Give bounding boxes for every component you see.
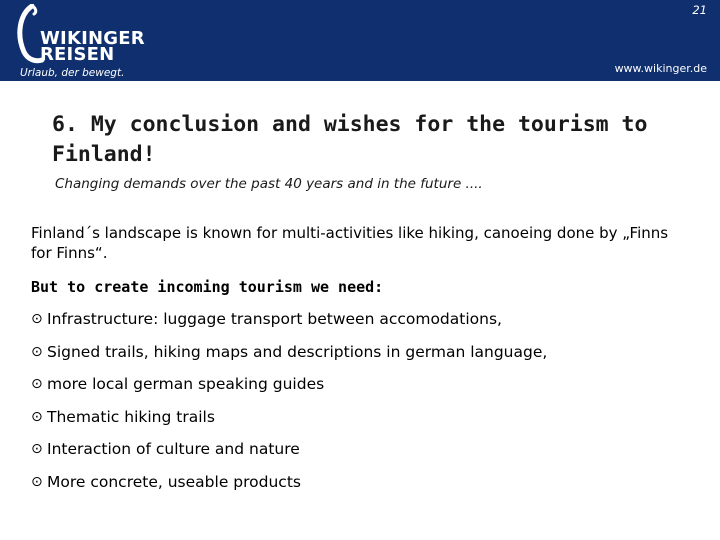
list-item — [31, 343, 547, 376]
bullet-text: Signed trails, hiking maps and descriptions in german language, — [47, 342, 548, 361]
slide-subtitle: Changing demands over the past 40 years and in the future .... — [55, 176, 483, 192]
bullet-icon: ⊙ — [31, 408, 43, 425]
bullet-text: Interaction of culture and nature — [47, 440, 300, 458]
bullet-text: More concrete, useable products — [47, 472, 301, 491]
page-number: 21 — [692, 3, 707, 17]
intro-paragraph: Finland´s landscape is known for multi-activities like hiking, canoeing done by „Finns for Finns“. — [31, 224, 669, 262]
tagline: Urlaub, der bewegt. — [20, 67, 125, 79]
bullet-list — [31, 310, 547, 505]
brand-line-2: REISEN — [40, 44, 115, 65]
bullet-text: Thematic hiking trails — [47, 407, 215, 426]
bullet-icon: ⊙ — [31, 311, 43, 327]
bullet-icon: ⊙ — [31, 441, 43, 457]
need-heading: But to create incoming tourism we need: — [31, 278, 384, 296]
list-item — [31, 408, 547, 441]
list-item — [31, 473, 547, 506]
list-item — [31, 310, 547, 343]
header-banner — [0, 0, 720, 81]
brand-line-1: WIKINGER — [40, 28, 145, 49]
list-item — [31, 375, 547, 408]
list-item — [31, 440, 547, 473]
bullet-icon: ⊙ — [31, 343, 43, 360]
bullet-icon: ⊙ — [31, 376, 43, 392]
wikinger-logo — [10, 4, 150, 78]
bullet-icon: ⊙ — [31, 473, 43, 490]
site-url[interactable]: www.wikinger.de — [614, 62, 707, 75]
bullet-text: more local german speaking guides — [47, 375, 325, 393]
bullet-text: Infrastructure: luggage transport between accomodations, — [47, 310, 502, 328]
slide-title: 6. My conclusion and wishes for the tourism to Finland! — [52, 112, 648, 167]
